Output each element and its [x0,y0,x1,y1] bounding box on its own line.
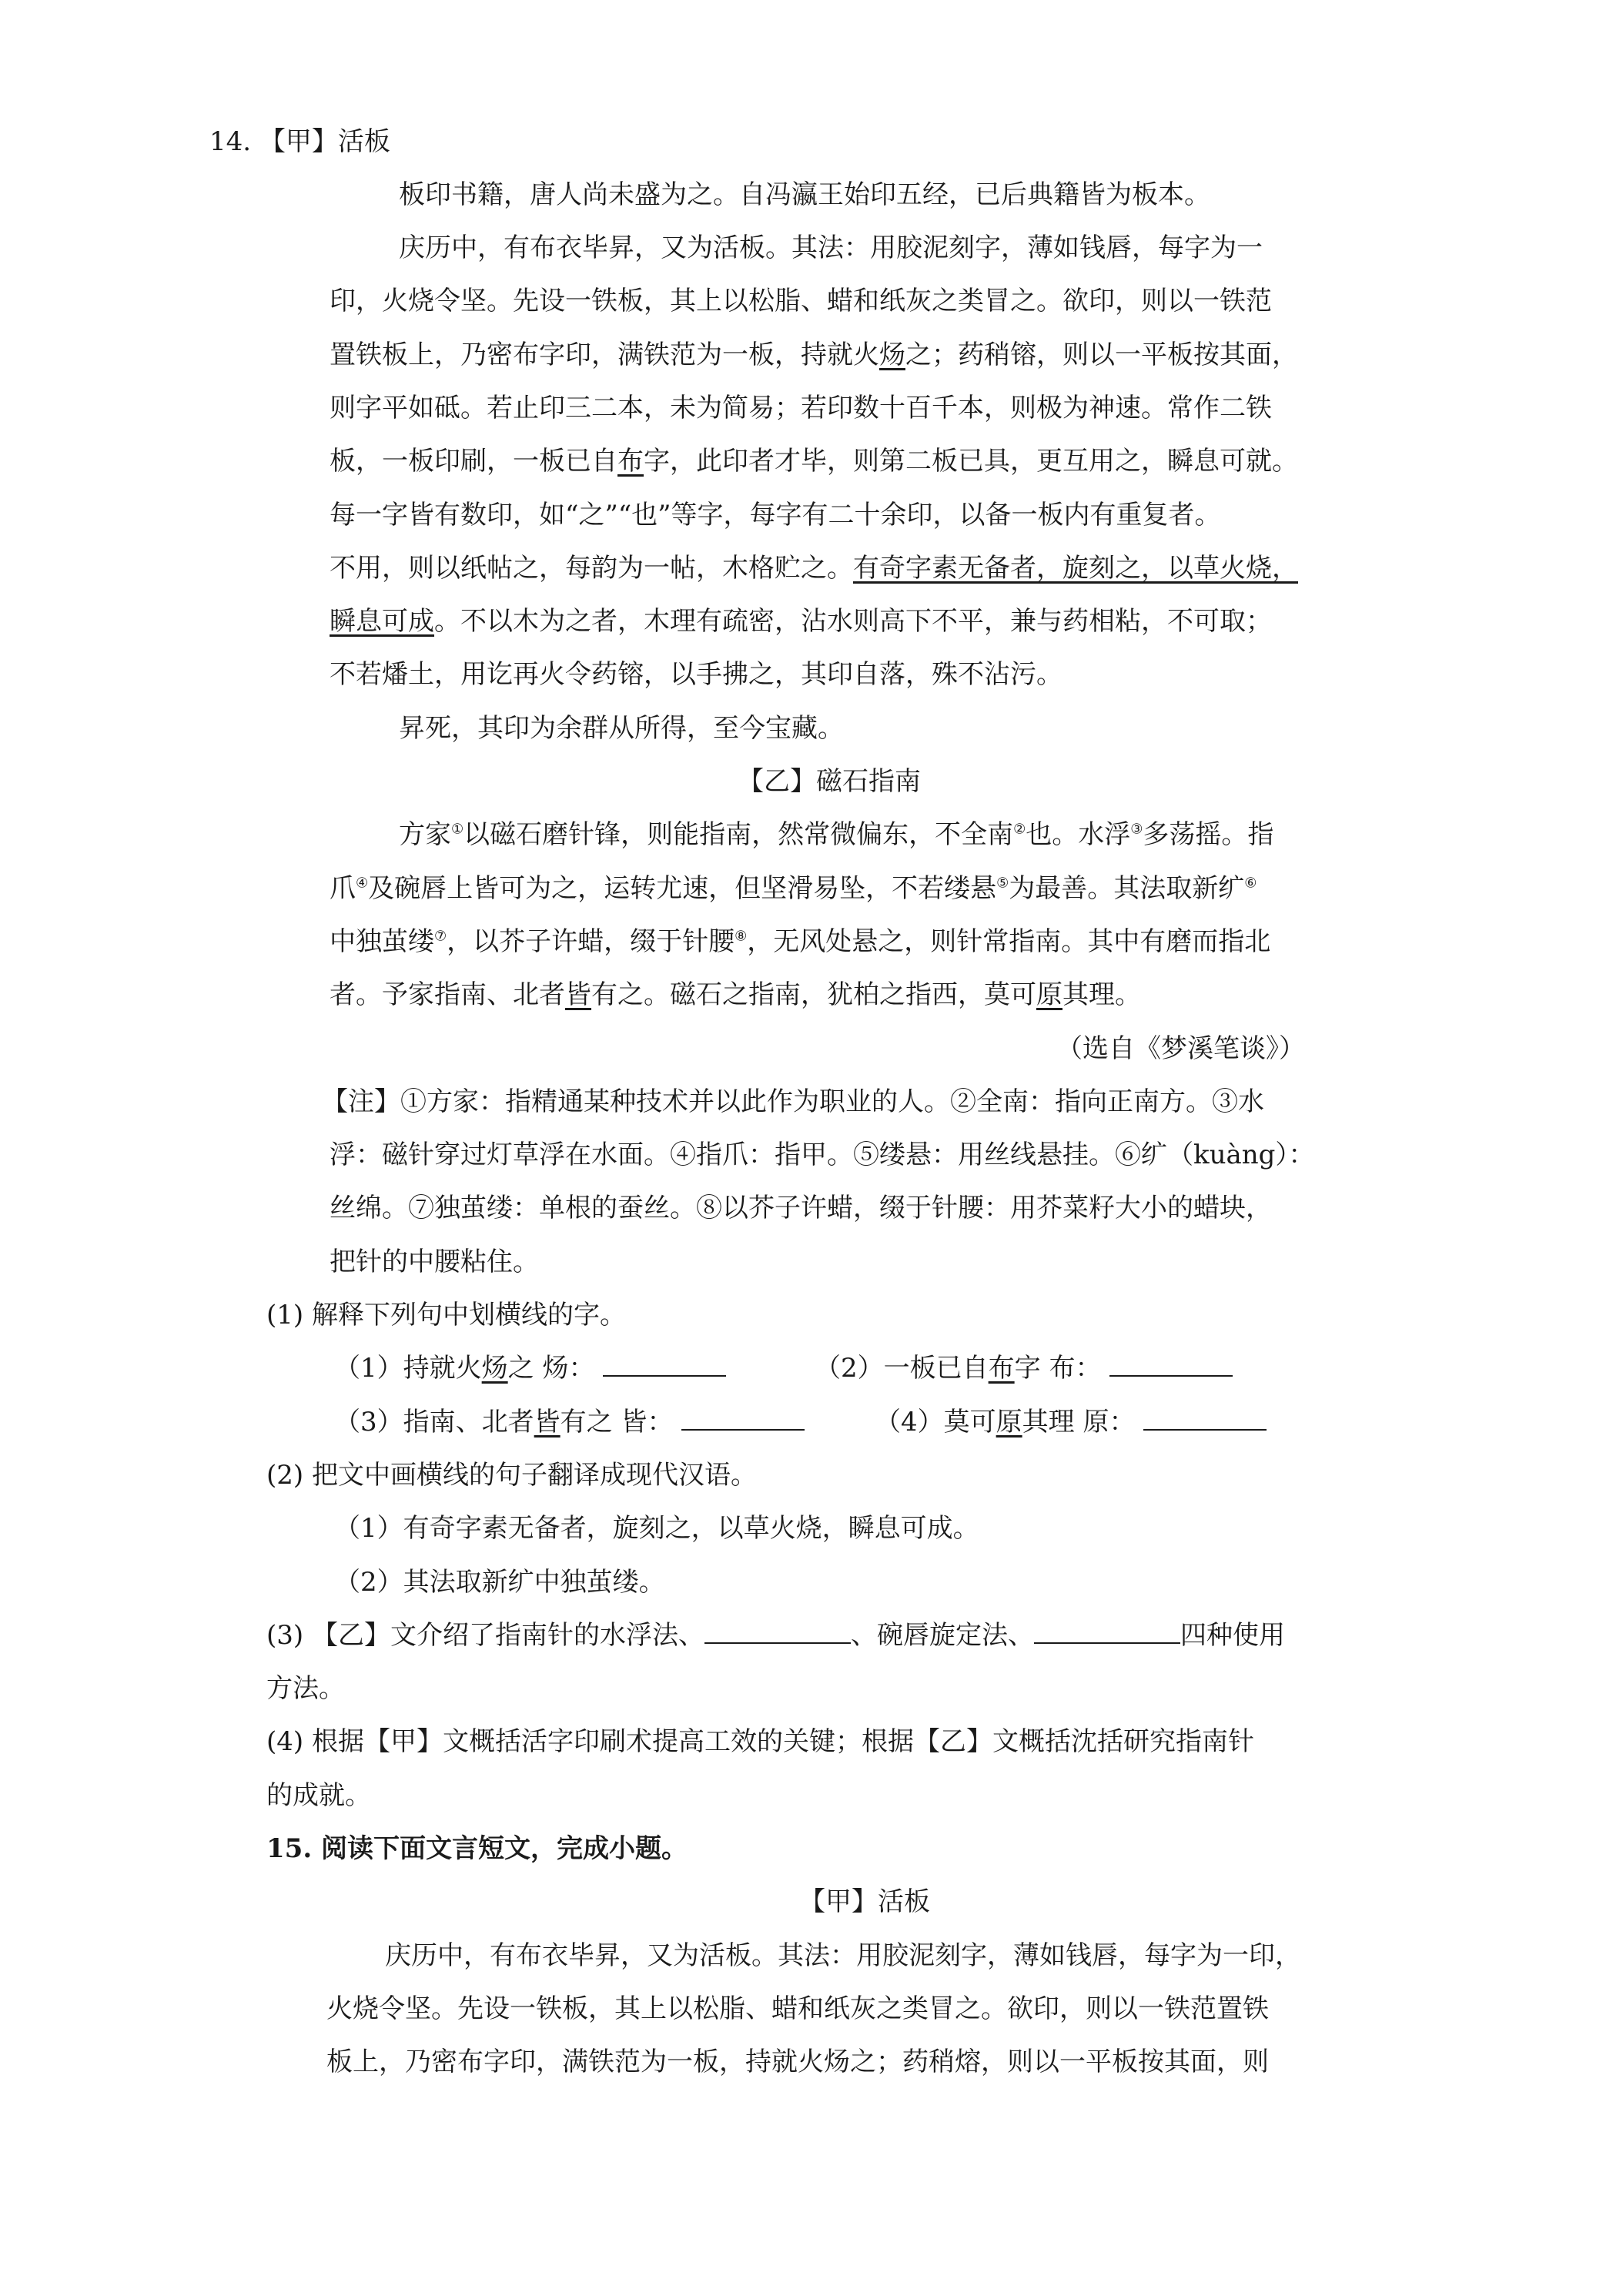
sub1-item-1: （1）持就火炀之 炀： [334,1350,726,1387]
yi-line-1: 方家①以磁石磨针锋，则能指南，然常微偏东，不全南②也。水浮③多荡摇。指 [399,819,1274,850]
jia-p2-line-1: 庆历中，有布衣毕昇，又为活板。其法：用胶泥刻字，薄如钱唇，每字为一 [399,233,1263,263]
underlined-char-yuan: 原 [1036,979,1062,1010]
jia-p2-line-6: 每一字皆有数印，如“之”“也”等字，每字有二十余印，以备一板内有重复者。 [330,500,1221,530]
jia-p2-line-9: 不若燔土，用讫再火令药镕，以手拂之，其印自落，殊不沾污。 [330,659,1062,690]
sub2-item-1: （1）有奇字素无备者，旋刻之，以草火烧，瞬息可成。 [334,1513,979,1544]
sub4-line-1: (4) 根据【甲】文概括活字印刷术提高工效的关键；根据【乙】文概括沈括研究指南针 [266,1726,1254,1757]
q14-title-jia: 【甲】活板 [259,126,390,157]
q15-title-jia: 【甲】活板 [799,1886,930,1917]
sub1-item-4: （4）莫可原其理 原： [875,1404,1267,1441]
yi-line-2: 爪④及碗唇上皆可为之，运转尤速，但坚滑易坠，不若缕悬⑤为最善。其法取新纩⑥ [330,873,1257,904]
sub2-label: (2) 把文中画横线的句子翻译成现代汉语。 [266,1460,757,1491]
q14-heading [209,123,390,160]
notes-line-2: 浮：磁针穿过灯草浮在水面。④指爪：指甲。⑤缕悬：用丝线悬挂。⑥纩（kuàng）： [330,1140,1315,1170]
underlined-char-jie: 皆 [565,979,591,1010]
yi-line-4: 者。予家指南、北者皆有之。磁石之指南，犹柏之指西，莫可原其理。 [330,979,1141,1010]
jia-p2-line-4: 则字平如砥。若止印三二本，未为简易；若印数十百千本，则极为神速。常作二铁 [330,393,1272,423]
underlined-sentence-1-end: 瞬息可成 [330,606,434,637]
yi-line-3: 中独茧缕⑦，以芥子许蜡，缀于针腰⑧，无风处悬之，则针常指南。其中有磨而指北 [330,926,1271,957]
notes-line-1: 【注】①方家：指精通某种技术并以此作为职业的人。②全南：指向正南方。③水 [322,1086,1264,1117]
q15-line-3: 板上，乃密布字印，满铁范为一板，持就火炀之；药稍熔，则以一平板按其面，则 [326,2047,1269,2077]
jia-paragraph-1: 板印书籍，唐人尚未盛为之。自冯瀛王始印五经，已后典籍皆为板本。 [399,179,1210,210]
jia-p2-line-2: 印，火烧令坚。先设一铁板，其上以松脂、蜡和纸灰之类冒之。欲印，则以一铁范 [330,286,1272,316]
sub2-item-2: （2）其法取新纩中独茧缕。 [334,1567,665,1598]
sub4-line-2: 的成就。 [266,1780,371,1811]
sub1-item-2: （2）一板已自布字 布： [815,1350,1233,1387]
jia-p2-line-7: 不用，则以纸帖之，每韵为一帖，木格贮之。有奇字素无备者，旋刻之，以草火烧， [330,553,1298,584]
answer-blank-yuan[interactable] [1143,1406,1267,1431]
sub3-line-1: (3) 【乙】文介绍了指南针的水浮法、 、碗唇旋定法、 四种使用 [266,1620,1285,1651]
notes-line-3: 丝绵。⑦独茧缕：单根的蚕丝。⑧以芥子许蜡，缀于针腰：用芥菜籽大小的蜡块， [330,1193,1272,1223]
underlined-sentence-1: 有奇字素无备者，旋刻之，以草火烧， [853,553,1298,584]
jia-paragraph-3: 昇死，其印为余群从所得，至今宝藏。 [399,713,844,744]
answer-blank-yang[interactable] [603,1352,726,1377]
q15-line-1: 庆历中，有布衣毕昇，又为活板。其法：用胶泥刻字，薄如钱唇，每字为一印， [385,1940,1301,1971]
sub1-label: (1) 解释下列句中划横线的字。 [266,1300,626,1330]
yi-title: 【乙】磁石指南 [738,766,921,797]
underlined-char-yang: 炀 [879,340,905,370]
answer-blank-jie[interactable] [681,1406,805,1431]
q15-heading [266,1830,688,1867]
q15-line-2: 火烧令坚。先设一铁板，其上以松脂、蜡和纸灰之类冒之。欲印，则以一铁范置铁 [326,1993,1269,2024]
jia-p2-line-8: 瞬息可成。不以木为之者，木理有疏密，沾水则高下不平，兼与药相粘，不可取； [330,606,1272,637]
notes-line-4: 把针的中腰粘住。 [330,1247,539,1277]
source-citation: （选自《梦溪笔谈》） [1056,1033,1305,1064]
jia-p2-line-5: 板，一板印刷，一板已自布字，此印者才毕，则第二板已具，更互用之，瞬息可就。 [330,446,1298,477]
answer-blank-method-1[interactable] [704,1619,851,1644]
q15-number: 15. [266,1833,313,1864]
underlined-char-bu: 布 [617,446,644,477]
q14-number: 14. [209,126,252,157]
jia-p2-line-3: 置铁板上，乃密布字印，满铁范为一板，持就火炀之；药稍镕，则以一平板按其面， [330,340,1298,370]
q15-prompt: 阅读下面文言短文，完成小题。 [321,1833,688,1864]
answer-blank-method-2[interactable] [1034,1619,1180,1644]
sub3-line-2: 方法。 [266,1673,345,1704]
sub1-item-3: （3）指南、北者皆有之 皆： [334,1404,805,1441]
answer-blank-bu[interactable] [1109,1352,1233,1377]
